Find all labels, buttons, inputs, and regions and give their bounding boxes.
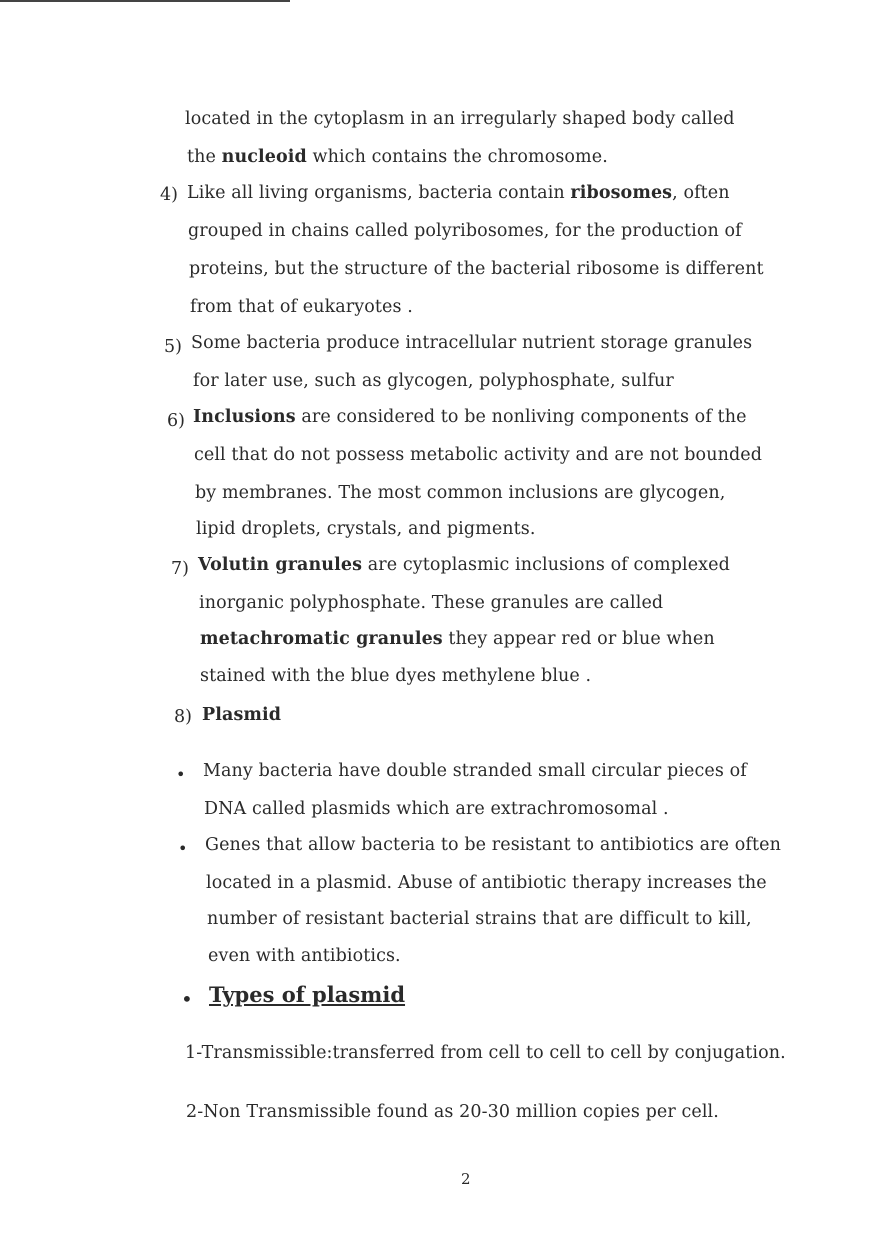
item-4-line-3: proteins, but the structure of the bacterial ribosome is different (189, 259, 764, 279)
term-volutin-granules: Volutin granules (198, 555, 363, 575)
page-number: 2 (461, 1170, 471, 1188)
intro-line-2: the nucleoid which contains the chromosome. (187, 147, 608, 167)
type-1-transmissible: 1-Transmissible:transferred from cell to cell to cell by conjugation. (185, 1043, 786, 1063)
item-8-title: Plasmid (202, 705, 282, 725)
term-nucleoid: nucleoid (221, 147, 307, 167)
item-4-line-1: Like all living organisms, bacteria contain ribosomes, often (187, 183, 730, 203)
intro-line-1: located in the cytoplasm in an irregularly shaped body called (185, 109, 735, 129)
item-5-number: 5) (164, 337, 182, 357)
bullet-2-line-3: number of resistant bacterial strains that are difficult to kill, (207, 909, 752, 929)
item-5-line-1: Some bacteria produce intracellular nutrient storage granules (191, 333, 753, 353)
item-7-line-2: inorganic polyphosphate. These granules are called (199, 593, 664, 613)
item-4-number: 4) (160, 185, 178, 205)
item-7-line-1: Volutin granules are cytoplasmic inclusions of complexed (198, 555, 730, 575)
bullet-marker-2: • (178, 839, 188, 858)
bullet-marker-1: • (176, 765, 186, 784)
item-4-line-2: grouped in chains called polyribosomes, for the production of (188, 221, 742, 241)
item-8-number: 8) (174, 707, 192, 727)
item-7-line-3: metachromatic granules they appear red or blue when (200, 629, 715, 649)
item-6-number: 6) (167, 411, 185, 431)
bullet-1-line-2: DNA called plasmids which are extrachromosomal . (204, 799, 669, 819)
bullet-1-line-1: Many bacteria have double stranded small circular pieces of (203, 761, 747, 781)
term-inclusions: Inclusions (193, 407, 296, 427)
item-5-line-2: for later use, such as glycogen, polyphosphate, sulfur (193, 371, 674, 391)
types-of-plasmid-heading: Types of plasmid (209, 982, 406, 1007)
item-6-line-4: lipid droplets, crystals, and pigments. (196, 519, 536, 539)
bullet-2-line-1: Genes that allow bacteria to be resistant to antibiotics are often (205, 835, 781, 855)
item-6-line-2: cell that do not possess metabolic activity and are not bounded (194, 445, 762, 465)
bullet-marker-3: • (181, 987, 193, 1011)
term-ribosomes: ribosomes (570, 183, 673, 203)
item-6-line-1: Inclusions are considered to be nonliving components of the (193, 407, 747, 427)
item-7-number: 7) (171, 559, 189, 579)
item-4-line-4: from that of eukaryotes . (190, 297, 413, 317)
bullet-2-line-4: even with antibiotics. (208, 946, 401, 966)
item-7-line-4: stained with the blue dyes methylene blue . (200, 666, 592, 686)
bullet-2-line-2: located in a plasmid. Abuse of antibiotic therapy increases the (206, 873, 767, 893)
type-2-non-transmissible: 2-Non Transmissible found as 20-30 million copies per cell. (186, 1102, 719, 1122)
scan-edge-mark (0, 0, 290, 2)
item-6-line-3: by membranes. The most common inclusions are glycogen, (195, 483, 726, 503)
term-metachromatic-granules: metachromatic granules (200, 629, 443, 649)
